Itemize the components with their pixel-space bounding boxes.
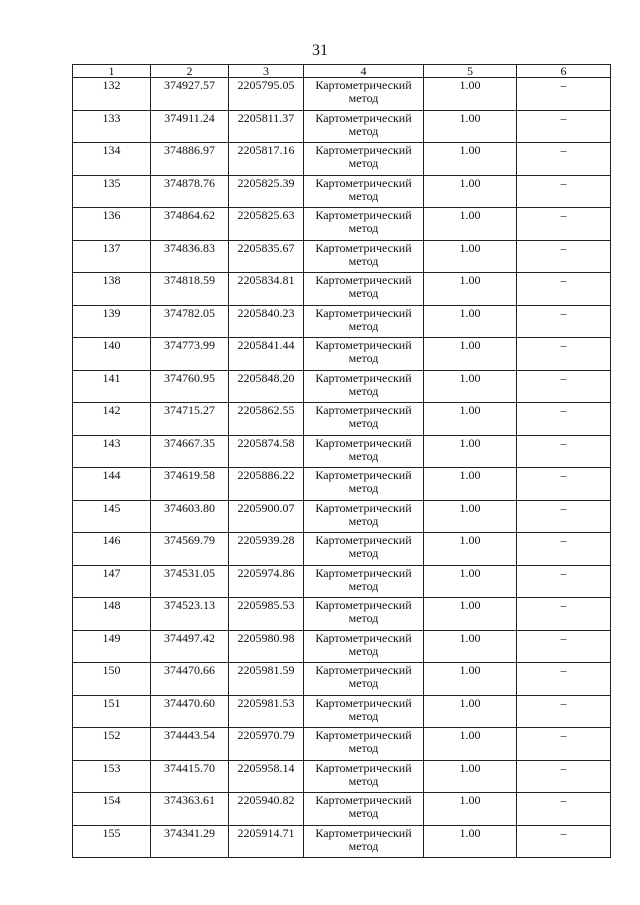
table-row xyxy=(73,630,611,663)
point-number-cell: 154 xyxy=(73,793,151,826)
method-cell: Картометрический метод xyxy=(304,273,424,306)
method-cell: Картометрический метод xyxy=(304,695,424,728)
table-row xyxy=(73,435,611,468)
y-coordinate-cell: 2205834.81 xyxy=(229,273,304,306)
y-coordinate-cell: 2205840.23 xyxy=(229,305,304,338)
x-coordinate-cell: 374497.42 xyxy=(151,630,229,663)
x-coordinate-cell: 374927.57 xyxy=(151,78,229,111)
note-cell: – xyxy=(517,110,611,143)
y-coordinate-cell: 2205825.63 xyxy=(229,208,304,241)
x-coordinate-cell: 374886.97 xyxy=(151,143,229,176)
note-cell: – xyxy=(517,240,611,273)
y-coordinate-cell: 2205825.39 xyxy=(229,175,304,208)
y-coordinate-cell: 2205841.44 xyxy=(229,338,304,371)
point-number-cell: 151 xyxy=(73,695,151,728)
accuracy-cell: 1.00 xyxy=(424,500,517,533)
accuracy-cell: 1.00 xyxy=(424,78,517,111)
table-row xyxy=(73,500,611,533)
method-cell: Картометрический метод xyxy=(304,468,424,501)
accuracy-cell: 1.00 xyxy=(424,208,517,241)
method-cell: Картометрический метод xyxy=(304,240,424,273)
point-number-cell: 147 xyxy=(73,565,151,598)
point-number-cell: 133 xyxy=(73,110,151,143)
accuracy-cell: 1.00 xyxy=(424,338,517,371)
x-coordinate-cell: 374911.24 xyxy=(151,110,229,143)
accuracy-cell: 1.00 xyxy=(424,370,517,403)
y-coordinate-cell: 2205980.98 xyxy=(229,630,304,663)
accuracy-cell: 1.00 xyxy=(424,533,517,566)
table-row xyxy=(73,370,611,403)
note-cell: – xyxy=(517,175,611,208)
y-coordinate-cell: 2205940.82 xyxy=(229,793,304,826)
method-cell: Картометрический метод xyxy=(304,598,424,631)
method-cell: Картометрический метод xyxy=(304,370,424,403)
note-cell: – xyxy=(517,793,611,826)
table-row xyxy=(73,110,611,143)
table-row xyxy=(73,208,611,241)
point-number-cell: 139 xyxy=(73,305,151,338)
accuracy-cell: 1.00 xyxy=(424,143,517,176)
table-row xyxy=(73,825,611,858)
method-cell: Картометрический метод xyxy=(304,110,424,143)
x-coordinate-cell: 374523.13 xyxy=(151,598,229,631)
method-cell: Картометрический метод xyxy=(304,728,424,761)
table-row xyxy=(73,143,611,176)
method-cell: Картометрический метод xyxy=(304,565,424,598)
x-coordinate-cell: 374864.62 xyxy=(151,208,229,241)
point-number-cell: 136 xyxy=(73,208,151,241)
x-coordinate-cell: 374603.80 xyxy=(151,500,229,533)
y-coordinate-cell: 2205886.22 xyxy=(229,468,304,501)
accuracy-cell: 1.00 xyxy=(424,565,517,598)
note-cell: – xyxy=(517,825,611,858)
accuracy-cell: 1.00 xyxy=(424,793,517,826)
coordinates-table xyxy=(72,64,611,858)
y-coordinate-cell: 2205835.67 xyxy=(229,240,304,273)
method-cell: Картометрический метод xyxy=(304,78,424,111)
y-coordinate-cell: 2205981.59 xyxy=(229,663,304,696)
accuracy-cell: 1.00 xyxy=(424,695,517,728)
x-coordinate-cell: 374619.58 xyxy=(151,468,229,501)
x-coordinate-cell: 374878.76 xyxy=(151,175,229,208)
point-number-cell: 155 xyxy=(73,825,151,858)
table-row xyxy=(73,305,611,338)
point-number-cell: 143 xyxy=(73,435,151,468)
x-coordinate-cell: 374470.60 xyxy=(151,695,229,728)
point-number-cell: 141 xyxy=(73,370,151,403)
x-coordinate-cell: 374531.05 xyxy=(151,565,229,598)
note-cell: – xyxy=(517,273,611,306)
x-coordinate-cell: 374715.27 xyxy=(151,403,229,436)
column-header-2: 2 xyxy=(151,65,229,78)
header-row xyxy=(73,65,611,78)
note-cell: – xyxy=(517,565,611,598)
table-row xyxy=(73,175,611,208)
method-cell: Картометрический метод xyxy=(304,500,424,533)
x-coordinate-cell: 374836.83 xyxy=(151,240,229,273)
note-cell: – xyxy=(517,695,611,728)
method-cell: Картометрический метод xyxy=(304,175,424,208)
note-cell: – xyxy=(517,305,611,338)
column-header-3: 3 xyxy=(229,65,304,78)
method-cell: Картометрический метод xyxy=(304,435,424,468)
y-coordinate-cell: 2205811.37 xyxy=(229,110,304,143)
point-number-cell: 140 xyxy=(73,338,151,371)
note-cell: – xyxy=(517,468,611,501)
method-cell: Картометрический метод xyxy=(304,825,424,858)
y-coordinate-cell: 2205848.20 xyxy=(229,370,304,403)
x-coordinate-cell: 374443.54 xyxy=(151,728,229,761)
note-cell: – xyxy=(517,533,611,566)
method-cell: Картометрический метод xyxy=(304,208,424,241)
accuracy-cell: 1.00 xyxy=(424,728,517,761)
table-row xyxy=(73,533,611,566)
accuracy-cell: 1.00 xyxy=(424,110,517,143)
x-coordinate-cell: 374818.59 xyxy=(151,273,229,306)
y-coordinate-cell: 2205981.53 xyxy=(229,695,304,728)
point-number-cell: 137 xyxy=(73,240,151,273)
accuracy-cell: 1.00 xyxy=(424,175,517,208)
note-cell: – xyxy=(517,208,611,241)
note-cell: – xyxy=(517,403,611,436)
point-number-cell: 132 xyxy=(73,78,151,111)
x-coordinate-cell: 374760.95 xyxy=(151,370,229,403)
point-number-cell: 152 xyxy=(73,728,151,761)
table-row xyxy=(73,793,611,826)
table-row xyxy=(73,598,611,631)
y-coordinate-cell: 2205958.14 xyxy=(229,760,304,793)
point-number-cell: 149 xyxy=(73,630,151,663)
note-cell: – xyxy=(517,338,611,371)
accuracy-cell: 1.00 xyxy=(424,468,517,501)
point-number-cell: 146 xyxy=(73,533,151,566)
table-row xyxy=(73,760,611,793)
table-row xyxy=(73,78,611,111)
accuracy-cell: 1.00 xyxy=(424,598,517,631)
y-coordinate-cell: 2205914.71 xyxy=(229,825,304,858)
accuracy-cell: 1.00 xyxy=(424,403,517,436)
y-coordinate-cell: 2205900.07 xyxy=(229,500,304,533)
point-number-cell: 145 xyxy=(73,500,151,533)
x-coordinate-cell: 374569.79 xyxy=(151,533,229,566)
y-coordinate-cell: 2205939.28 xyxy=(229,533,304,566)
table-header xyxy=(73,65,611,78)
table-row xyxy=(73,565,611,598)
table-row xyxy=(73,403,611,436)
table-row xyxy=(73,468,611,501)
x-coordinate-cell: 374470.66 xyxy=(151,663,229,696)
table-row xyxy=(73,273,611,306)
table-row xyxy=(73,240,611,273)
method-cell: Картометрический метод xyxy=(304,143,424,176)
note-cell: – xyxy=(517,78,611,111)
page-number: 31 xyxy=(312,42,328,59)
accuracy-cell: 1.00 xyxy=(424,760,517,793)
method-cell: Картометрический метод xyxy=(304,663,424,696)
note-cell: – xyxy=(517,435,611,468)
column-header-5: 5 xyxy=(424,65,517,78)
y-coordinate-cell: 2205985.53 xyxy=(229,598,304,631)
table-body xyxy=(73,78,611,858)
column-header-4: 4 xyxy=(304,65,424,78)
method-cell: Картометрический метод xyxy=(304,403,424,436)
point-number-cell: 134 xyxy=(73,143,151,176)
note-cell: – xyxy=(517,370,611,403)
x-coordinate-cell: 374773.99 xyxy=(151,338,229,371)
note-cell: – xyxy=(517,598,611,631)
note-cell: – xyxy=(517,630,611,663)
method-cell: Картометрический метод xyxy=(304,760,424,793)
point-number-cell: 138 xyxy=(73,273,151,306)
x-coordinate-cell: 374782.05 xyxy=(151,305,229,338)
table-row xyxy=(73,728,611,761)
accuracy-cell: 1.00 xyxy=(424,305,517,338)
table-row xyxy=(73,695,611,728)
column-header-1: 1 xyxy=(73,65,151,78)
method-cell: Картометрический метод xyxy=(304,630,424,663)
table-row xyxy=(73,338,611,371)
note-cell: – xyxy=(517,728,611,761)
point-number-cell: 142 xyxy=(73,403,151,436)
note-cell: – xyxy=(517,143,611,176)
point-number-cell: 144 xyxy=(73,468,151,501)
x-coordinate-cell: 374415.70 xyxy=(151,760,229,793)
point-number-cell: 150 xyxy=(73,663,151,696)
y-coordinate-cell: 2205795.05 xyxy=(229,78,304,111)
note-cell: – xyxy=(517,663,611,696)
x-coordinate-cell: 374341.29 xyxy=(151,825,229,858)
table-row xyxy=(73,663,611,696)
method-cell: Картометрический метод xyxy=(304,305,424,338)
accuracy-cell: 1.00 xyxy=(424,663,517,696)
accuracy-cell: 1.00 xyxy=(424,240,517,273)
accuracy-cell: 1.00 xyxy=(424,273,517,306)
note-cell: – xyxy=(517,500,611,533)
point-number-cell: 135 xyxy=(73,175,151,208)
point-number-cell: 148 xyxy=(73,598,151,631)
column-header-6: 6 xyxy=(517,65,611,78)
y-coordinate-cell: 2205874.58 xyxy=(229,435,304,468)
point-number-cell: 153 xyxy=(73,760,151,793)
method-cell: Картометрический метод xyxy=(304,793,424,826)
x-coordinate-cell: 374667.35 xyxy=(151,435,229,468)
method-cell: Картометрический метод xyxy=(304,338,424,371)
method-cell: Картометрический метод xyxy=(304,533,424,566)
y-coordinate-cell: 2205974.86 xyxy=(229,565,304,598)
y-coordinate-cell: 2205817.16 xyxy=(229,143,304,176)
accuracy-cell: 1.00 xyxy=(424,630,517,663)
x-coordinate-cell: 374363.61 xyxy=(151,793,229,826)
accuracy-cell: 1.00 xyxy=(424,825,517,858)
y-coordinate-cell: 2205862.55 xyxy=(229,403,304,436)
y-coordinate-cell: 2205970.79 xyxy=(229,728,304,761)
note-cell: – xyxy=(517,760,611,793)
accuracy-cell: 1.00 xyxy=(424,435,517,468)
